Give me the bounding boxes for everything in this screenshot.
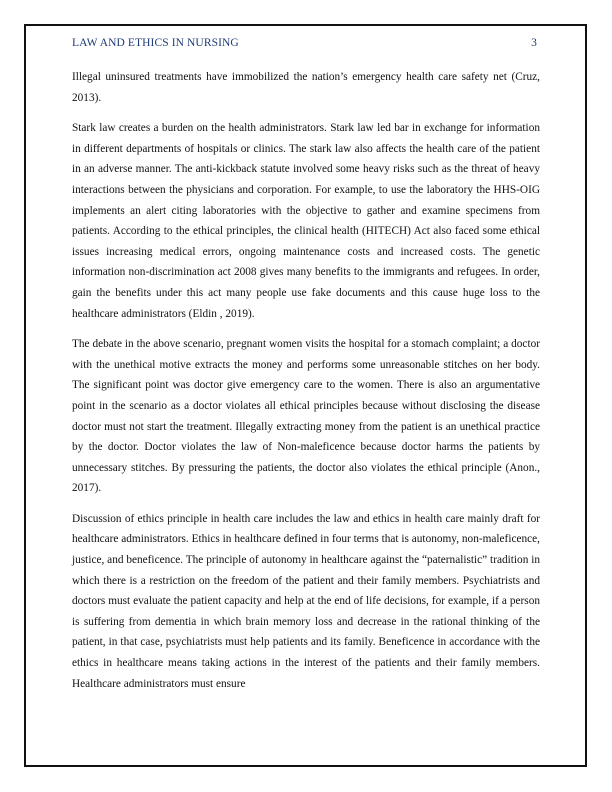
paragraph-1: Illegal uninsured treatments have immobilized the nation’s emergency health care safety net (Cruz, 2013).: [72, 71, 540, 104]
document-body: [72, 67, 540, 704]
page-number: 3: [531, 37, 537, 49]
running-head-title: LAW AND ETHICS IN NURSING: [72, 37, 239, 49]
paragraph-2: Stark law creates a burden on the health administrators. Stark law led bar in exchange for information in different departments of hospitals or clinics. The stark law also affects the health care of the patient in an adverse manner. The anti-kickback statute involved some heavy risks such as the threat of heavy interactions between the physicians and corporation. For example, to use the laboratory the HHS-OIG implements an alert citing laboratories with the objective to gather and examine specimens from patients. According to the ethical principles, the clinical health (HITECH) Act also faced some ethical issues increasing medical errors, ongoing maintenance costs and increased costs. The genetic information non-discrimination act 2008 gives many benefits to the immigrants and refugees. In order, gain the benefits under this act many people use fake documents and this cause huge loss to the healthcare administrators (Eldin , 2019).: [72, 122, 540, 320]
running-head: [72, 37, 540, 51]
paragraph-3: The debate in the above scenario, pregnant women visits the hospital for a stomach complaint; a doctor with the unethical motive extracts the money and performs some unreasonable stitches on her body. The significant point was doctor give emergency care to the women. There is also an argumentative point in the scenario as a doctor violates all ethical principles because without disclosing the disease doctor must not start the treatment. Illegally extracting money from the patient is an unethical practice by the doctor. Doctor violates the law of Non-maleficence because doctor harms the patients by unnecessary stitches. By pressuring the patients, the doctor also violates the ethical principle (Anon., 2017).: [72, 338, 540, 495]
paragraph-4: Discussion of ethics principle in health care includes the law and ethics in health care mainly draft for healthcare administrators. Ethics in healthcare defined in four terms that is autonomy, non-maleficence, justice, and beneficence. The principle of autonomy in healthcare against the “paternalistic” tradition in which there is a restriction on the freedom of the patient and their family members. Psychiatrists and doctors must evaluate the patient capacity and help at the end of life decisions, for example, if a person is suffering from dementia in which brain memory loss and decrease in the rational thinking of the patient, in that case, psychiatrists must help patients and its family. Beneficence in accordance with the ethics in healthcare means taking actions in the interest of the patients and their family members. Healthcare administrators must ensure: [72, 512, 540, 690]
